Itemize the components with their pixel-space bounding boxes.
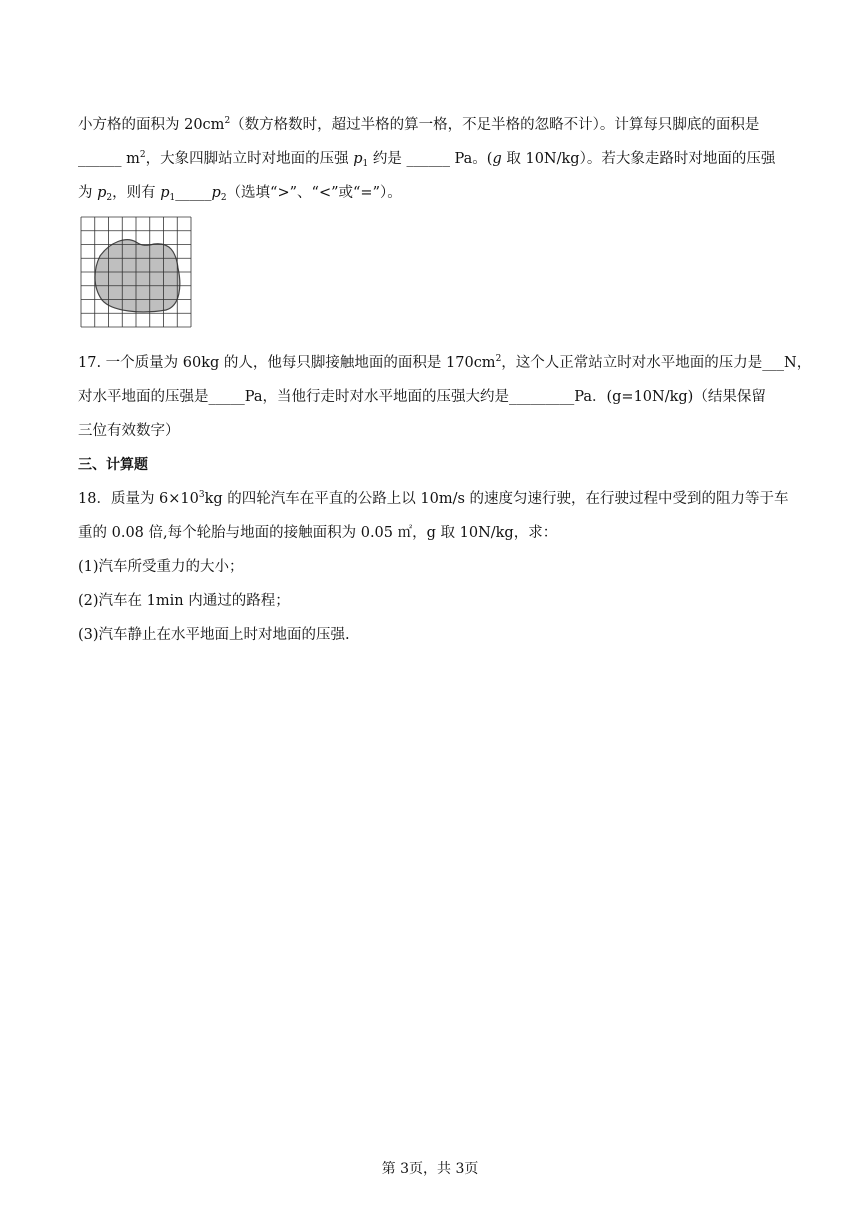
superscript: 3 xyxy=(198,490,205,500)
answer-blank-pressure: 约是 ______ Pa。( xyxy=(368,151,493,167)
subscript: 1 xyxy=(362,159,369,169)
answer-blank-area: ______ m xyxy=(78,151,140,167)
q18-text: kg 的四轮汽车在平直的公路上以 10m/s 的速度匀速行驶，在行驶过程中受到的阻力等于车 xyxy=(204,491,789,507)
q16-text: 取 10N/kg）。若大象走路时对地面的压强 xyxy=(501,151,776,167)
q16-text: ，则有 xyxy=(112,185,161,201)
q16-line-2 xyxy=(78,142,775,176)
q16-text: 为 xyxy=(78,185,98,201)
q16-text: ，大象四脚站立时对地面的压强 xyxy=(145,151,354,167)
q17-text: 17. 一个质量为 60kg 的人，他每只脚接触地面的面积是 170cm xyxy=(78,355,496,371)
variable-p: p xyxy=(160,185,170,201)
section-title: 三、计算题 xyxy=(78,457,148,473)
q16-line-3 xyxy=(78,176,402,210)
q18-item-2: (2)汽车在 1min 内通过的路程； xyxy=(78,593,290,609)
variable-p: p xyxy=(97,185,107,201)
q17-line-2: 对水平地面的压强是_____Pa，当他行走时对水平地面的压强大约是_________Pa．(g=10N/kg)（结果保留 xyxy=(78,389,766,405)
variable-p: p xyxy=(353,151,363,167)
superscript: 2 xyxy=(224,116,231,126)
superscript: 2 xyxy=(495,354,502,364)
q18-item-1: (1)汽车所受重力的大小； xyxy=(78,559,244,575)
subscript: 2 xyxy=(106,193,113,203)
q16-text: （选填“>”、“<”或“=”）。 xyxy=(226,185,402,201)
q18-line-2: 重的 0.08 倍,每个轮胎与地面的接触面积为 0.05 ㎡，g 取 10N/kg，求： xyxy=(78,525,558,541)
footprint-grid-figure xyxy=(80,216,192,328)
grid-lines xyxy=(81,217,191,327)
answer-blank-compare: _____ xyxy=(175,185,212,201)
q17-text: ，这个人正常站立时对水平地面的压力是___N， xyxy=(501,355,812,371)
q18-item-3: (3)汽车静止在水平地面上时对地面的压强. xyxy=(78,627,350,643)
q18-text: 18．质量为 6×10 xyxy=(78,491,199,507)
q17-line-1 xyxy=(78,346,811,380)
q16-text: 小方格的面积为 20cm xyxy=(78,117,225,133)
subscript: 2 xyxy=(220,193,227,203)
q16-text: （数方格数时，超过半格的算一格，不足半格的忽略不计）。计算每只脚底的面积是 xyxy=(230,117,760,133)
page-footer: 第 3页，共 3页 xyxy=(381,1161,479,1177)
q18-line-1 xyxy=(78,482,789,516)
q16-line-1 xyxy=(78,108,759,142)
variable-g: g xyxy=(492,151,502,167)
footprint-shape xyxy=(95,240,180,312)
q17-line-3: 三位有效数字） xyxy=(78,423,180,439)
superscript: 2 xyxy=(139,150,146,160)
subscript: 1 xyxy=(169,193,176,203)
variable-p: p xyxy=(211,185,221,201)
